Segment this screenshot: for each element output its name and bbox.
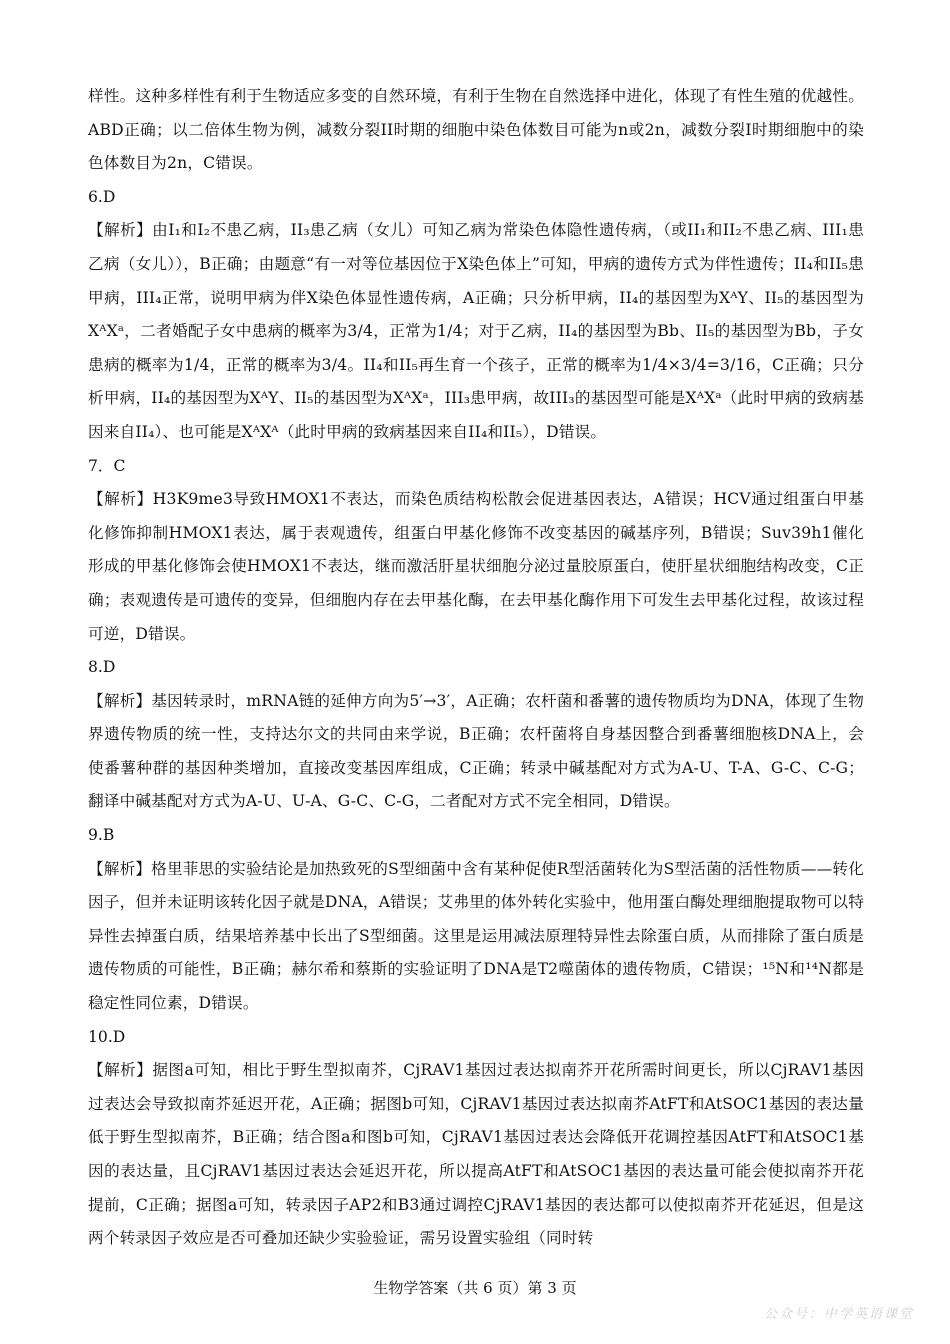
q6-answer-label: 6.D <box>88 187 116 206</box>
answer-page <box>88 80 864 1256</box>
q8-explanation: 【解析】基因转录时，mRNA链的延伸方向为5′→3′，A正确；农杆菌和番薯的遗传物质均为DNA，体现了生物界遗传物质的统一性，支持达尔文的共同由来学说，B正确；农杆菌将自身基因整合到番薯细胞核DNA上，会使番薯种群的基因种类增加，直接改变基因库组成，C正确；转录中碱基配对方式为A-U、T-A、G-C、C-G；翻译中碱基配对方式为A-U、U-A、G-C、C-G，二者配对方式不完全相同，D错误。 <box>88 691 864 811</box>
q10-answer-label: 10.D <box>88 1027 126 1046</box>
q8-answer-label: 8.D <box>88 658 116 677</box>
q10-explanation: 【解析】据图a可知，相比于野生型拟南芥，CjRAV1基因过表达拟南芥开花所需时间更长，所以CjRAV1基因过表达会导致拟南芥延迟开花，A正确；据图b可知，CjRAV1基因过表达拟南芥AtFT和AtSOC1基因的表达量低于野生型拟南芥，B正确；结合图a和图b可知，CjRAV1基因过表达会降低开花调控基因AtFT和AtSOC1基因的表达量，且CjRAV1基因过表达会延迟开花，所以提高AtFT和AtSOC1基因的表达量可能会使拟南芥开花提前，C正确；据图a可知，转录因子AP2和B3通过调控CjRAV1基因的表达都可以使拟南芥开花延迟，但是这两个转录因子效应是否可叠加还缺少实验验证，需另设置实验组（同时转 <box>88 1061 864 1248</box>
q6-explanation: 【解析】由I₁和I₂不患乙病，II₃患乙病（女儿）可知乙病为常染色体隐性遗传病，（或II₁和II₂不患乙病、III₁患乙病（女儿）），B正确；由题意“有一对等位基因位于X染色体上”可知，甲病的遗传方式为伴性遗传；II₄和II₅患甲病，III₄正常，说明甲病为伴X染色体显性遗传病，A正确；只分析甲病，II₄的基因型为XᴬY、II₅的基因型为XᴬXᵃ，二者婚配子女中患病的概率为3/4，正常为1/4；对于乙病，II₄的基因型为Bb、II₅的基因型为Bb，子女患病的概率为1/4，正常的概率为3/4。II₄和II₅再生育一个孩子，正常的概率为1/4×3/4=3/16，C正确；只分析甲病，II₄的基因型为XᴬY、II₅的基因型为XᴬXᵃ，III₃患甲病，故III₃的基因型可能是XᴬXᵃ（此时甲病的致病基因来自II₄）、也可能是XᴬXᴬ（此时甲病的致病基因来自II₄和II₅），D错误。 <box>88 221 864 441</box>
q9-explanation: 【解析】格里菲思的实验结论是加热致死的S型细菌中含有某种促使R型活菌转化为S型活菌的活性物质——转化因子，但并未证明该转化因子就是DNA，A错误；艾弗里的体外转化实验中，他用蛋白酶处理细胞提取物可以特异性去掉蛋白质，结果培养基中长出了S型细菌。这里是运用减法原理特异性去除蛋白质，从而排除了蛋白质是遗传物质的可能性，B正确；赫尔希和蔡斯的实验证明了DNA是T2噬菌体的遗传物质，C错误；¹⁵N和¹⁴N都是稳定性同位素，D错误。 <box>88 859 865 1013</box>
q7-answer-label: 7．C <box>88 456 126 475</box>
watermark: 公众号：中学英语课堂 <box>763 1307 914 1322</box>
page-footer: 生物学答案（共 6 页）第 3 页 <box>373 1279 577 1297</box>
q9-answer-label: 9.B <box>88 826 115 845</box>
q7-explanation: 【解析】H3K9me3导致HMOX1不表达，而染色质结构松散会促进基因表达，A错误；HCV通过组蛋白甲基化修饰抑制HMOX1表达，属于表观遗传，组蛋白甲基化修饰不改变基因的碱基序列，B错误；Suv39h1催化形成的甲基化修饰会使HMOX1不表达，继而激活肝星状细胞分泌过量胶原蛋白，使肝星状细胞结构改变，C正确；表观遗传是可遗传的变异，但细胞内存在去甲基化酶，在去甲基化酶作用下可发生去甲基化过程，故该过程可逆，D错误。 <box>88 490 864 643</box>
intro-paragraph: 样性。这种多样性有利于生物适应多变的自然环境，有利于生物在自然选择中进化，体现了有性生殖的优越性。ABD正确；以二倍体生物为例，减数分裂II时期的细胞中染色体数目可能为n或2n，减数分裂I时期细胞中的染色体数目为2n，C错误。 <box>88 87 864 173</box>
